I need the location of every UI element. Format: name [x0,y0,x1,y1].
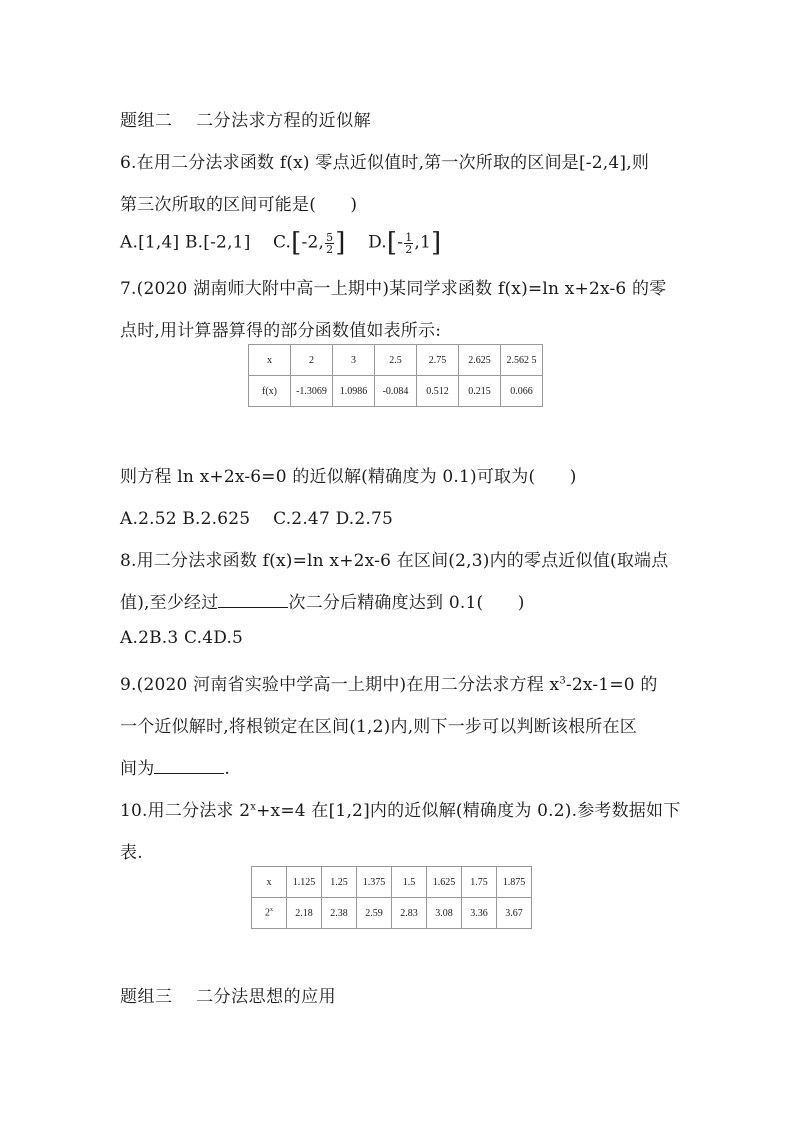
q9-line3-end: . [224,759,231,779]
table-cell: 2.59 [357,898,392,929]
q9-line1 [120,670,658,695]
exponent: x [250,801,257,813]
bracket-left-icon: [ [291,228,302,258]
table-cell: 2.38 [322,898,357,929]
q6-option-ab: A.[1,4] B.[-2,1] [120,232,251,253]
table-cell: 2.625 [459,345,501,376]
answer-blank[interactable] [154,759,224,774]
table-cell: 0.066 [501,376,543,407]
q6-option-c-fraction [325,232,334,255]
q6-option-d-right: ,1 [414,232,432,253]
q10-line1-end: +x=4 在[1,2]内的近似解(精确度为 0.2).参考数据如下 [256,801,681,821]
table-cell: 2.562 5 [501,345,543,376]
q6-option-d-label: D. [368,232,387,253]
exponent: x [270,907,273,914]
table-cell: f(x) [249,376,291,407]
table-cell: 1.125 [287,867,322,898]
fraction-numerator: 1 [405,230,413,244]
q9-line2: 一个近似解时,将根锁定在区间(1,2)内,则下一步可以判断该根所在区 [120,717,637,737]
table-cell: -1.3069 [291,376,333,407]
table-cell: 1.875 [497,867,532,898]
q6-options [120,228,441,258]
table-cell: 1.5 [392,867,427,898]
section-heading-2 [120,106,371,131]
q6-option-d-fraction [404,232,413,255]
table-row [249,345,543,376]
q7-line2: 点时,用计算器算得的部分函数值如表所示: [120,321,442,341]
table-row [252,898,532,929]
table-cell: 1.75 [462,867,497,898]
table-cell: x [249,345,291,376]
table-cell: x [252,867,287,898]
q6-option-c-label: C. [272,232,292,253]
heading-title: 二分法思想的应用 [196,987,337,1007]
table-cell: 1.0986 [333,376,375,407]
q8-options: A.2B.3 C.4D.5 [120,628,244,648]
q6-option-d-minus: - [397,232,404,253]
q10-table [251,866,532,929]
q6-line2: 第三次所取的区间可能是( ) [120,195,358,215]
table-cell: 3.08 [427,898,462,929]
heading-label: 题组三 [120,987,173,1007]
q9-line3 [120,754,230,779]
q10-line2: 表. [120,843,143,863]
table-cell: -0.084 [375,376,417,407]
table-cell: 0.512 [417,376,459,407]
q7-line3: 则方程 ln x+2x-6=0 的近似解(精确度为 0.1)可取为( ) [120,467,577,487]
section-heading-3 [120,982,336,1007]
bracket-right-icon: ] [431,228,442,258]
fraction-denominator: 2 [326,242,334,256]
heading-label: 题组二 [120,111,173,131]
exponent: 3 [559,675,566,687]
table-cell: 1.375 [357,867,392,898]
fraction-denominator: 2 [405,242,413,256]
table-cell: 1.25 [322,867,357,898]
q8-line2-end: 次二分后精确度达到 0.1( ) [288,593,525,613]
q10-line1 [120,796,680,821]
table-row [249,376,543,407]
table-cell: 0.215 [459,376,501,407]
q7-table [248,344,543,407]
q6-option-c-left: -2, [301,232,325,253]
answer-blank[interactable] [218,593,288,608]
q9-line3-start: 间为 [120,759,155,779]
q10-line1-start: 10.用二分法求 2 [120,801,251,821]
table-cell: 2.75 [417,345,459,376]
bracket-left-icon: [ [386,228,398,258]
bracket-right-icon: ] [335,228,346,258]
q6-line1: 6.在用二分法求函数 f(x) 零点近似值时,第一次所取的区间是[-2,4],则 [120,153,650,173]
fraction-numerator: 5 [326,230,334,244]
table-head-base: 2 [265,907,270,919]
q7-options: A.2.52 B.2.625 C.2.47 D.2.75 [120,509,394,529]
q7-line1: 7.(2020 湖南师大附中高一上期中)某同学求函数 f(x)=ln x+2x-6 的零 [120,279,667,299]
table-cell: 2.5 [375,345,417,376]
table-cell: 2 [291,345,333,376]
heading-title: 二分法求方程的近似解 [196,111,372,131]
q8-line1: 8.用二分法求函数 f(x)=ln x+2x-6 在区间(2,3)内的零点近似值(取端点 [120,551,669,571]
q9-line1-start: 9.(2020 河南省实验中学高一上期中)在用二分法求方程 x [120,675,560,695]
q9-line1-end: -2x-1=0 的 [565,675,658,695]
table-row [252,867,532,898]
table-cell: 1.625 [427,867,462,898]
table-cell: 3.36 [462,898,497,929]
table-cell: 2.83 [392,898,427,929]
q8-line2-start: 值),至少经过 [120,593,219,613]
table-cell [252,898,287,929]
table-cell: 3.67 [497,898,532,929]
q8-line2 [120,588,525,613]
table-cell: 3 [333,345,375,376]
table-cell: 2.18 [287,898,322,929]
